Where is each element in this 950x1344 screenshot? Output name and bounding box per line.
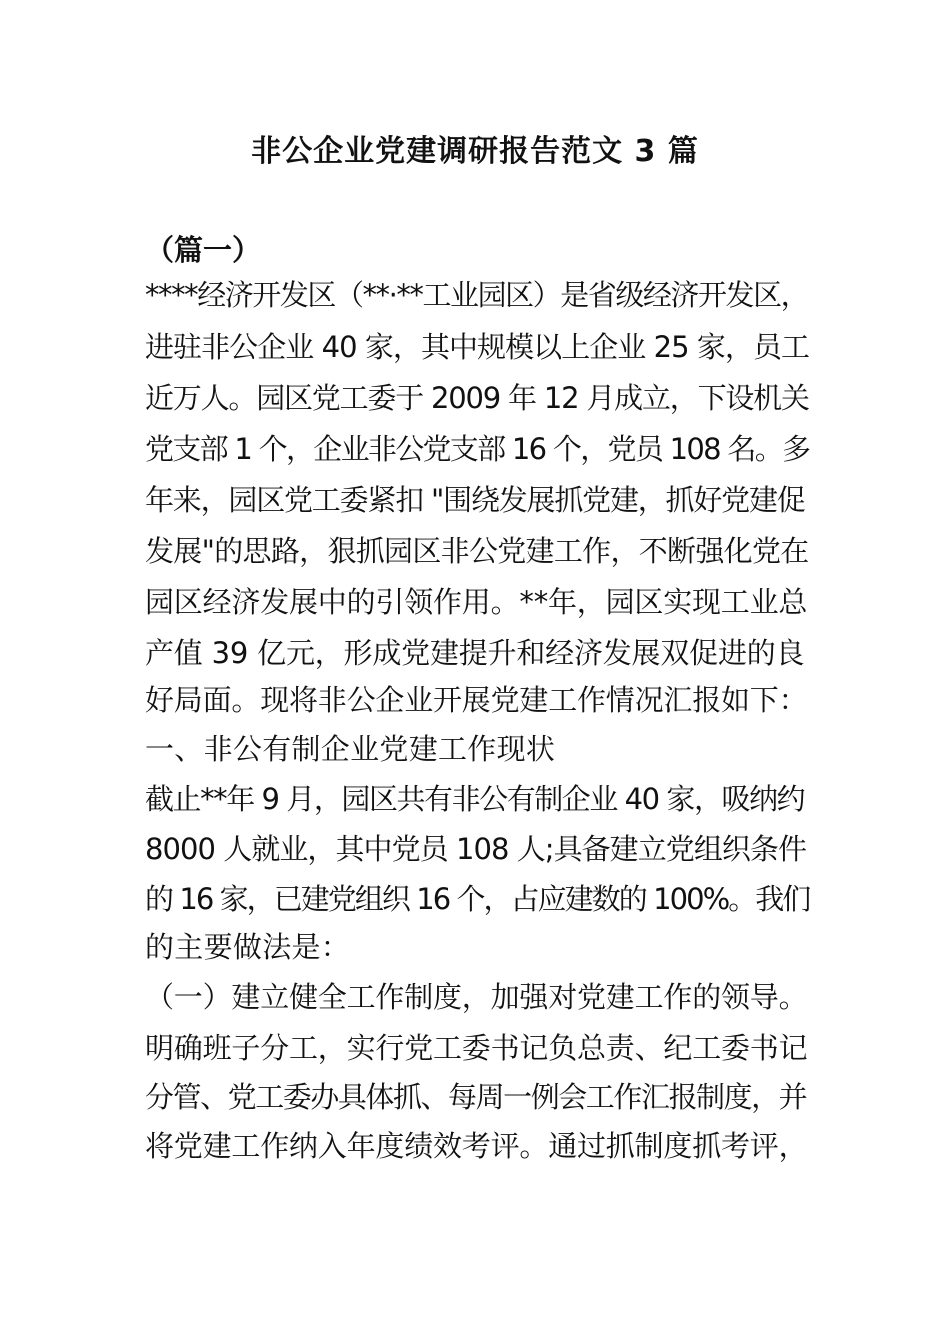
- body-line: （一）建立健全工作制度，加强对党建工作的领导。: [145, 980, 808, 1014]
- body-line: 年来，园区党工委紧扣 "围绕发展抓党建，抓好党建促: [145, 483, 805, 517]
- body-line: ****经济开发区（**·**工业园区）是省级经济开发区，: [145, 278, 809, 312]
- body-line: 好局面。现将非公企业开展党建工作情况汇报如下：: [145, 683, 808, 717]
- body-line: 分管、党工委办具体抓、每周一例会工作汇报制度，并: [145, 1080, 807, 1114]
- body-line: 发展"的思路，狠抓园区非公党建工作，不断强化党在: [145, 534, 809, 568]
- body-line: 进驻非公企业 40 家，其中规模以上企业 25 家，员工: [145, 330, 810, 364]
- body-line: 产值 39 亿元，形成党建提升和经济发展双促进的良: [145, 636, 805, 670]
- section-heading: （篇一）: [145, 233, 262, 267]
- body-line: 一、非公有制企业党建工作现状: [145, 732, 556, 766]
- body-line: 将党建工作纳入年度绩效考评。通过抓制度抓考评，: [145, 1129, 808, 1163]
- body-line: 党支部 1 个，企业非公党支部 16 个，党员 108 名。多: [145, 432, 810, 466]
- body-line: 的主要做法是：: [145, 930, 351, 964]
- body-line: 截止**年 9 月，园区共有非公有制企业 40 家，吸纳约: [145, 782, 805, 816]
- document-title: 非公企业党建调研报告范文 3 篇: [251, 134, 699, 169]
- body-line: 近万人。园区党工委于 2009 年 12 月成立，下设机关: [145, 381, 809, 415]
- body-line: 8000 人就业，其中党员 108 人;具备建立党组织条件: [145, 832, 807, 866]
- body-line: 明确班子分工，实行党工委书记负总责、纪工委书记: [145, 1031, 808, 1065]
- body-line: 的 16 家，已建党组织 16 个，占应建数的 100%。我们: [145, 882, 810, 916]
- body-line: 园区经济发展中的引领作用。**年，园区实现工业总: [145, 585, 808, 619]
